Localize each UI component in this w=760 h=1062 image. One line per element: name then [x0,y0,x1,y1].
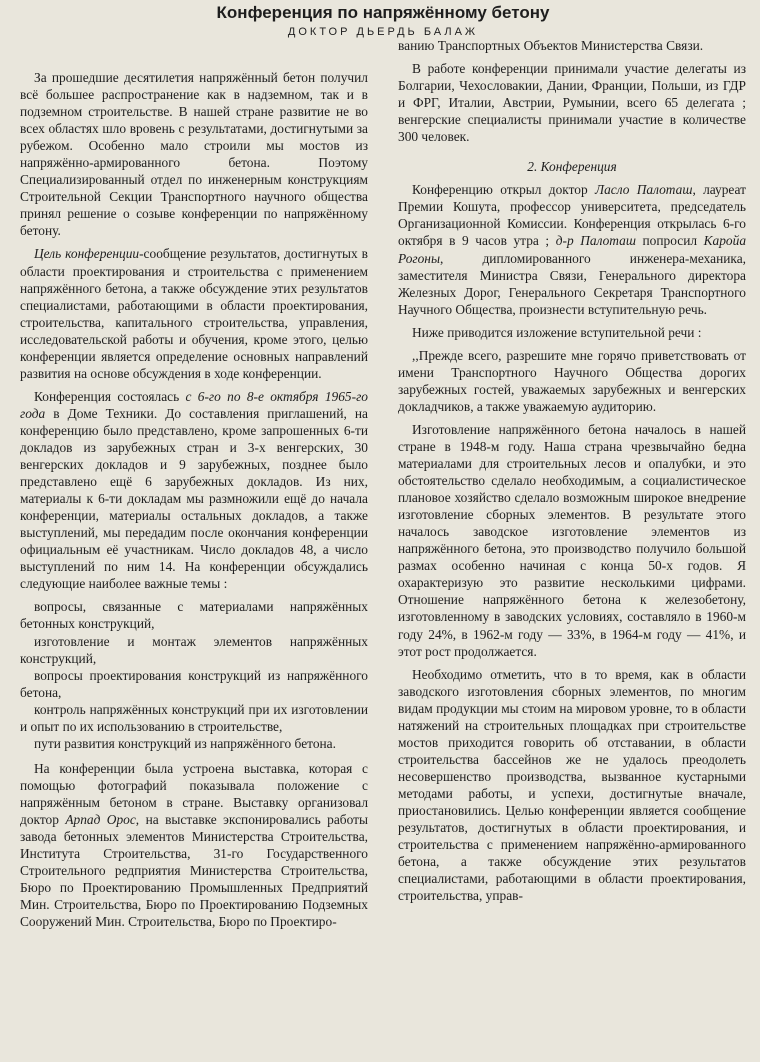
list-item: пути развития конструкций из напряжённого бетона. [34,735,336,751]
emphasis: Цель конференции [34,246,140,262]
text-run: в Доме Техники. До составления приглашений, на конференцию было представлено, кроме запрошенных 6-ти докладов из зарубежных стран и 3-х венгерских, 30 венгерских докладов и 9 зарубежных, позднее было представлено ещё 6 зарубежных докладов. Из них, материалы к 6-ти докладам мы размножили ещё до начала конференции, материалы остальных докладов, а также выступлений, мы передадим после окончания конференции официальным её участникам. Число докладов 48, а число выступлений по ним 14. На конференции обсуждались следующие наиболее важные темы : [20,405,368,592]
emphasis: Каройа Рогоны [398,233,747,266]
paragraph [20,245,368,381]
paragraph: Изготовление напряжённого бетона началось в нашей стране в 1948-м году. Наша страна чрезвычайно бедна материалами для строительных лесов и опалубки, и это обстоятельство сделало необходимым, а социалистическое плановое хозяйство сделало возможным широкое внедрение изготовление сборных элементов. В результате этого началось заводское изготовление элементов из напряжённого бетона, это производство получило большой размах особенно начиная с конца 50-х годов. Я охарактеризую это развитие несколькими цифрами. Отношение напряжённого бетона к железобетону, изготовленному в заводских условиях, составляло в 1960-м году 24%, в 1962-м году — 33%, в 1964-м году — 41%, и этот рост продолжается. [398,421,746,659]
paragraph: Необходимо отметить, что в то время, как в области заводского изготовления сборных элементов, по многим видам продукции мы стоим на мировом уровне, то в области натяжений на строительных площадках при строительстве мостов приходится говорить об отставании, в области строительства бассейнов же не удалось преодолеть несовершенство производства, вызванное кустарными методами работы, и успехи, достигнутые вначале, приостановились. Целью конференции является сообщение результатов, достигнутых в области проектирования, и строительства с применением напряжённо-армированного бетона, а также обсуждение этих результатов специалистами, работающими в области проектирования, строительства, управ- [398,666,746,904]
emphasis: Ласло Палоташ [595,182,693,198]
paragraph: Ниже приводится изложение вступительной речи : [412,324,702,340]
text-run: попросил [635,233,704,249]
article-body [20,38,747,936]
text-run: На конференции была устроена выставка, которая с помощью фотографий показывала положение с напряжённым бетоном в стране. Выставку организовал доктор [20,760,368,827]
list-item: вопросы проектирования конструкций из напряжённого бетона, [20,667,368,700]
list-item: изготовление и монтаж элементов напряжённых конструкций, [20,633,368,666]
paragraph: За прошедшие десятилетия напряжённый бетон получил всё большее распространение как в надземном, так и в подземном строительстве. В нашей стране развитие не во всех областях шло вровень с результатами, достигнутыми за рубежом. Особенно мало строили мы мостов из напряжённо-армированного бетона. Поэтому Специализированный отдел по инженерным конструкциям Строительной Секции Транспортного научного общества принял решение о созыве конференции по напряжённому бетону. [20,70,368,239]
article-title: Конференция по напряжённому бетону [216,3,550,22]
left-column [20,69,368,936]
paragraph: В работе конференции принимали участие делегаты из Болгарии, Чехословакии, Дании, Франции, Польши, из ГДР и ФРГ, Италии, Австрии, Румынии, всего 65 делегата ; венгерские специалисты принимали участие в количестве 300 человек. [398,61,746,145]
text-run: , лауреат Премии Кошута, профессор университета, председатель Организационной Комиссии. Конференция открылась 6-го октября в 9 часов утра ; [398,182,746,249]
text-run: -сообщение результатов, достигнутых в области проектирования и строительства с применением напряжённого бетона, а также обсуждение этих результатов специалистами, работающими в области проектирования, строительства, капитального строительства, управления, исследовательской работы и обучения, кроме этого, целью конференции является определение основных направлений развития на основе обсуждения в ходе конференции. [20,246,368,381]
paragraph: ванию Транспортных Объектов Министерства Связи. [398,38,704,53]
text-run: , на выставке экспонировались работы завода бетонных элементов Министерства Строительства, Института Строительства, 31-го Государственного Строительного редприятия Министерства Строительства, Бюро по Проектированию Промышленных Предприятий Мин. Строительства, Бюро по Проектированию Подземных Сооружений Мин. Строительства, Бюро по Проектиро- [20,811,368,930]
paragraph [20,760,368,930]
paragraph: ,,Прежде всего, разрешите мне горячо приветствовать от имени Транспортного Научного Общества дорогих зарубежных гостей, уважаемых зарубежных и венгерских докладчиков, а также уважаемую аудиторию. [398,347,746,414]
text-run: Конференция состоялась [34,388,186,404]
paragraph [398,181,746,317]
section-heading: 2. Конференция [527,159,617,175]
emphasis: Арпад Орос [65,811,136,827]
right-column [398,37,746,936]
text-run: , дипломированного инженера-механика, заместителя Министра Связи, Генерального директора Железных Дорог, Генерального Секретаря Транспортного Научного Общества, произнести вступительную речь. [398,250,746,317]
list-item: вопросы, связанные с материалами напряжённых бетонных конструкций, [20,599,368,632]
emphasis: д-р Палоташ [555,233,636,249]
article-author: ДОКТОР ДЬЕРДЬ БАЛАЖ [287,26,479,38]
text-run: Конференцию открыл доктор [412,182,595,198]
paragraph [20,388,368,593]
list-item: контроль напряжённых конструкций при их изготовлении и опыт по их использованию в строительстве, [20,701,368,734]
article-header [20,0,746,39]
emphasis: с 6-го по 8-е октября 1965-го года [20,388,368,421]
